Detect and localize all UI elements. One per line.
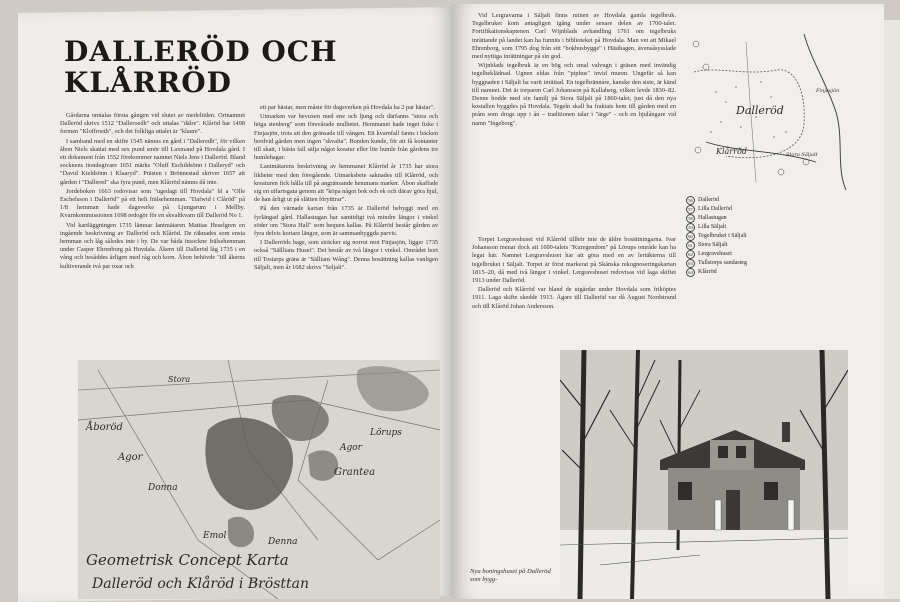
old-map-cartouche-1: Geometrisk Concept Karta bbox=[86, 551, 289, 569]
legend-label: Tegelbruket i Säljalt bbox=[698, 233, 747, 240]
map-legend bbox=[686, 196, 836, 277]
legend-item bbox=[686, 205, 836, 214]
legend-number: 62 bbox=[686, 250, 695, 259]
paragraph: Vid kartläggningen 1735 lämnar lantmätaren Mattias Heselgren en ingående beskrivning av Dalleröd och Klåröd. De räknades som ensta hemman och låg således inte i by. De var båda insockne frälsehemman under Casper Ehrenborg på Hovdala. Åkern till Dalleröd låg 1735 i en vång och besåddes årligen med råg och korn. Åbon behövde "till åkerns kultiverande två par oxar och bbox=[60, 221, 245, 270]
article-title: DALLERÖD OCH KLÅRRÖD bbox=[64, 35, 338, 99]
paragraph: Lantmätarens beskrivning av hemmanet Klårröd år 1735 har stora likheter med den föregående. Utmarksbete saknades till Klårröd, och kreaturen fick hålla till på angränsande hemmans marker. Åbon skaffade sig en utfartsgata genom att "köpa något bok och ek och därav göra hjul, de han årligt ut på slätten förytttrar". bbox=[254, 163, 438, 204]
paragraph: Vid Lergravarna i Säljalt finns ruinen av Hovdala gamla tegelbruk. Tegelbruket kom antagligen igång under senare delen av 1700-talet. Fortifikationskaptenen Carl Wijnblads avhandling 1761 om tegelbruks inrättande på landet kan ha funnits i biblioteket på Hovdala. Man vet att Mikael Ehrenborg, som 1795 dog från sitt "bokbusbygge" i Hästhagen, ävensåsysslade med nyttiga inrättningar på sin god. bbox=[472, 12, 676, 61]
old-map-label-5: Lörups bbox=[370, 428, 402, 438]
old-map-label-3: Donna bbox=[148, 483, 178, 493]
map-label-dallerod: Dalleröd bbox=[736, 104, 784, 117]
legend-number: 57 bbox=[686, 205, 695, 214]
legend-label: Lilla Säljalt bbox=[698, 224, 727, 231]
old-map-label-2: Agor bbox=[118, 452, 143, 463]
map-label-finjasjon: Finjasjön bbox=[816, 88, 840, 94]
paragraph: Dalleröd och Klårröd var bland de utgårdar under Hovdala som friköptes 1911. Laga skifte skedde 1913. Ägare till Dalleröd var då August Nordstrand och till Klåröd Johan Andersson. bbox=[472, 286, 676, 310]
paragraph: Utmarken var bevuxen med ene och ljung och därfanns "stora och höga stenberg" som försvårade mulbetet. Hemmanet hade inget fiske i Finjasjön, trots att den gränsade till vången. Ett kvarnfall fanns i bäcken bredvid gården men ingen "skvalta". Bonden kunde, för att få kontanter till skatt, i bästa fall sälja något kreatur eller lite humle från gårdens tre humlehagar. bbox=[254, 113, 438, 162]
page-edge bbox=[884, 20, 900, 599]
legend-number: 59 bbox=[686, 223, 695, 232]
legend-item bbox=[686, 259, 836, 268]
legend-number: 64 bbox=[686, 268, 695, 277]
old-map-cartouche-2: Dalleröd och Klåröd i Brösttan bbox=[92, 576, 310, 592]
paragraph: Torpet Lergravshuset vid Klårröd tillhör inte de äldre bosättningarna. Ivar Johansson menar dock att 1600-talets "Kuregendom" på Lörups område kan ha legat här. Namnet Lergravshuset har att göra med en av lertäkterna till tegelbruket i Säljalt. Torpet är först markerat på Skånska rekognoseringskartan 1815–20, då med två längor i vinkel. Lergravshuset redovisas vid laga skiftet 1913 under Dalleröd. bbox=[472, 236, 676, 285]
old-map-label-4: Grantea bbox=[334, 467, 376, 478]
map-label-stora-saljalt: Stora Säljalt bbox=[786, 152, 818, 158]
old-map-label-8: Emol bbox=[203, 531, 227, 541]
legend-label: Tullstorps sandasteg bbox=[698, 260, 747, 267]
text-column-left-1 bbox=[60, 112, 245, 272]
map-label-klarrod: Klårröd bbox=[716, 147, 747, 156]
legend-item bbox=[686, 214, 836, 223]
legend-item bbox=[686, 223, 836, 232]
legend-label: Lergravshuset bbox=[698, 251, 732, 258]
legend-item bbox=[686, 250, 836, 259]
text-column-right-2 bbox=[472, 236, 676, 312]
legend-number: 58 bbox=[686, 214, 695, 223]
legend-number: 63 bbox=[686, 259, 695, 268]
farmhouse-photo bbox=[560, 350, 848, 599]
paragraph: På den värnade kartan från 1735 är Dalleröd bebyggt med en fyrlängad gård. Hallastugan har samtidigt två mindre längor i vinkel söder om "Stora Hall" som bequen kallas. På Klårröd består gården av fyra delvis kortare längor, som är sammanbyggda parvis. bbox=[254, 205, 438, 238]
legend-label: Klårröd bbox=[698, 269, 717, 276]
legend-label: Hallastugan bbox=[698, 215, 727, 222]
legend-number: 60 bbox=[686, 232, 695, 241]
legend-number: 61 bbox=[686, 241, 695, 250]
old-map-label-1: Åboröd bbox=[86, 422, 123, 433]
legend-label: Stora Säljalt bbox=[698, 242, 728, 249]
legend-item bbox=[686, 196, 836, 205]
legend-item bbox=[686, 232, 836, 241]
paragraph: I samband med en skifte 1545 nämns en gård i "Dalleredh", för vilken åbon Niels skattat med sex pund smör till Laxmand på Hovdala gård. I ett dokument från 1552 förekommer namnet Niels Jens i Dalleröd. Bland socknens tiondegivare 1651 märks "Oluff Eschildsönn i Dalleryd" och "David Kieldsönn i Klaaryd". Prästen i Brönnestad skriver 1657 att gården i "Dallered" ska fyra pund, men Klårröd nämns då inte. bbox=[60, 137, 245, 186]
text-column-left-2 bbox=[254, 104, 438, 273]
paragraph: ett par hästar, men måste för dagsverken på Hovdala ha 2 par hästar". bbox=[260, 104, 435, 111]
paragraph: Jordeboken 1663 redovisar som "ugedagi till Hovdala" bl a "Olle Eschelsson i Dalleröd" på ett helt frälsehemman. "Dafwid i Clåröd" på 1/8 hemman hade dagsverke på Ljungarum i Mellby. Kvarnkommissionen 1698 redogör för en skvaltkvarn till Dalleröd No 1. bbox=[60, 187, 245, 220]
historic-map bbox=[78, 360, 440, 599]
photo-caption: Nya boningshuset på Dalleröd som bygg- bbox=[470, 568, 551, 583]
paragraph: Wijnblads tegelbruk är en bög och smal valvugn i gräsen med invändig tegelbeklädnad. Ugnen eldas från "piphus" invid muren. Ungefär så kan byggnaden i Säljalt ha varit inrättad. En tegelbrännare, kanske den siste, är känd till namnet. Det är torparen Carl Johansson på Kullaberg, vilken levde 1830–82. Denne hodde med sin familj på Stora Säljalt på 1860-talet, just då den nya kostallen byggdes på Hovdala. Tegeln skall ha fraktats hem till gården med en pråm som drogs upp i ån – traditionen talar i "ärge" - och en hjulångare vid namn "Ingeborg". bbox=[472, 62, 676, 127]
paragraph: I Dallerröds hage, som sträcker sig norrut mot Finjasjön, ligger 1735 också "Sälllians Huset". Det består av två längor i vinkel. Området bort till Tostarps gräns är "Sällians Wång". Denna bosättning kallas vanligen Säljalt, men år 1682 skrivs "Seljalt". bbox=[254, 239, 438, 271]
legend-item bbox=[686, 268, 836, 277]
old-map-label-6: Agor bbox=[340, 443, 362, 453]
legend-item bbox=[686, 241, 836, 250]
text-column-right-1 bbox=[472, 12, 676, 129]
legend-number: 56 bbox=[686, 196, 695, 205]
old-map-label-7: Denna bbox=[268, 537, 298, 547]
paragraph: Gårdarna omtalas första gången vid slutet av medeltiden. Ortnamnet Dalleröd skrivs 1512 "Dalleroedh" och uttalas "dälre". Klåröd har 1498 formen "Kloffroeth", och det folkliga uttalet är "klaure". bbox=[60, 112, 245, 136]
sketch-map bbox=[686, 32, 851, 192]
legend-label: Dalleröd bbox=[698, 197, 719, 204]
old-map-label-9: Stora bbox=[168, 375, 191, 384]
legend-label: Lilla Dalleröd bbox=[698, 206, 732, 213]
